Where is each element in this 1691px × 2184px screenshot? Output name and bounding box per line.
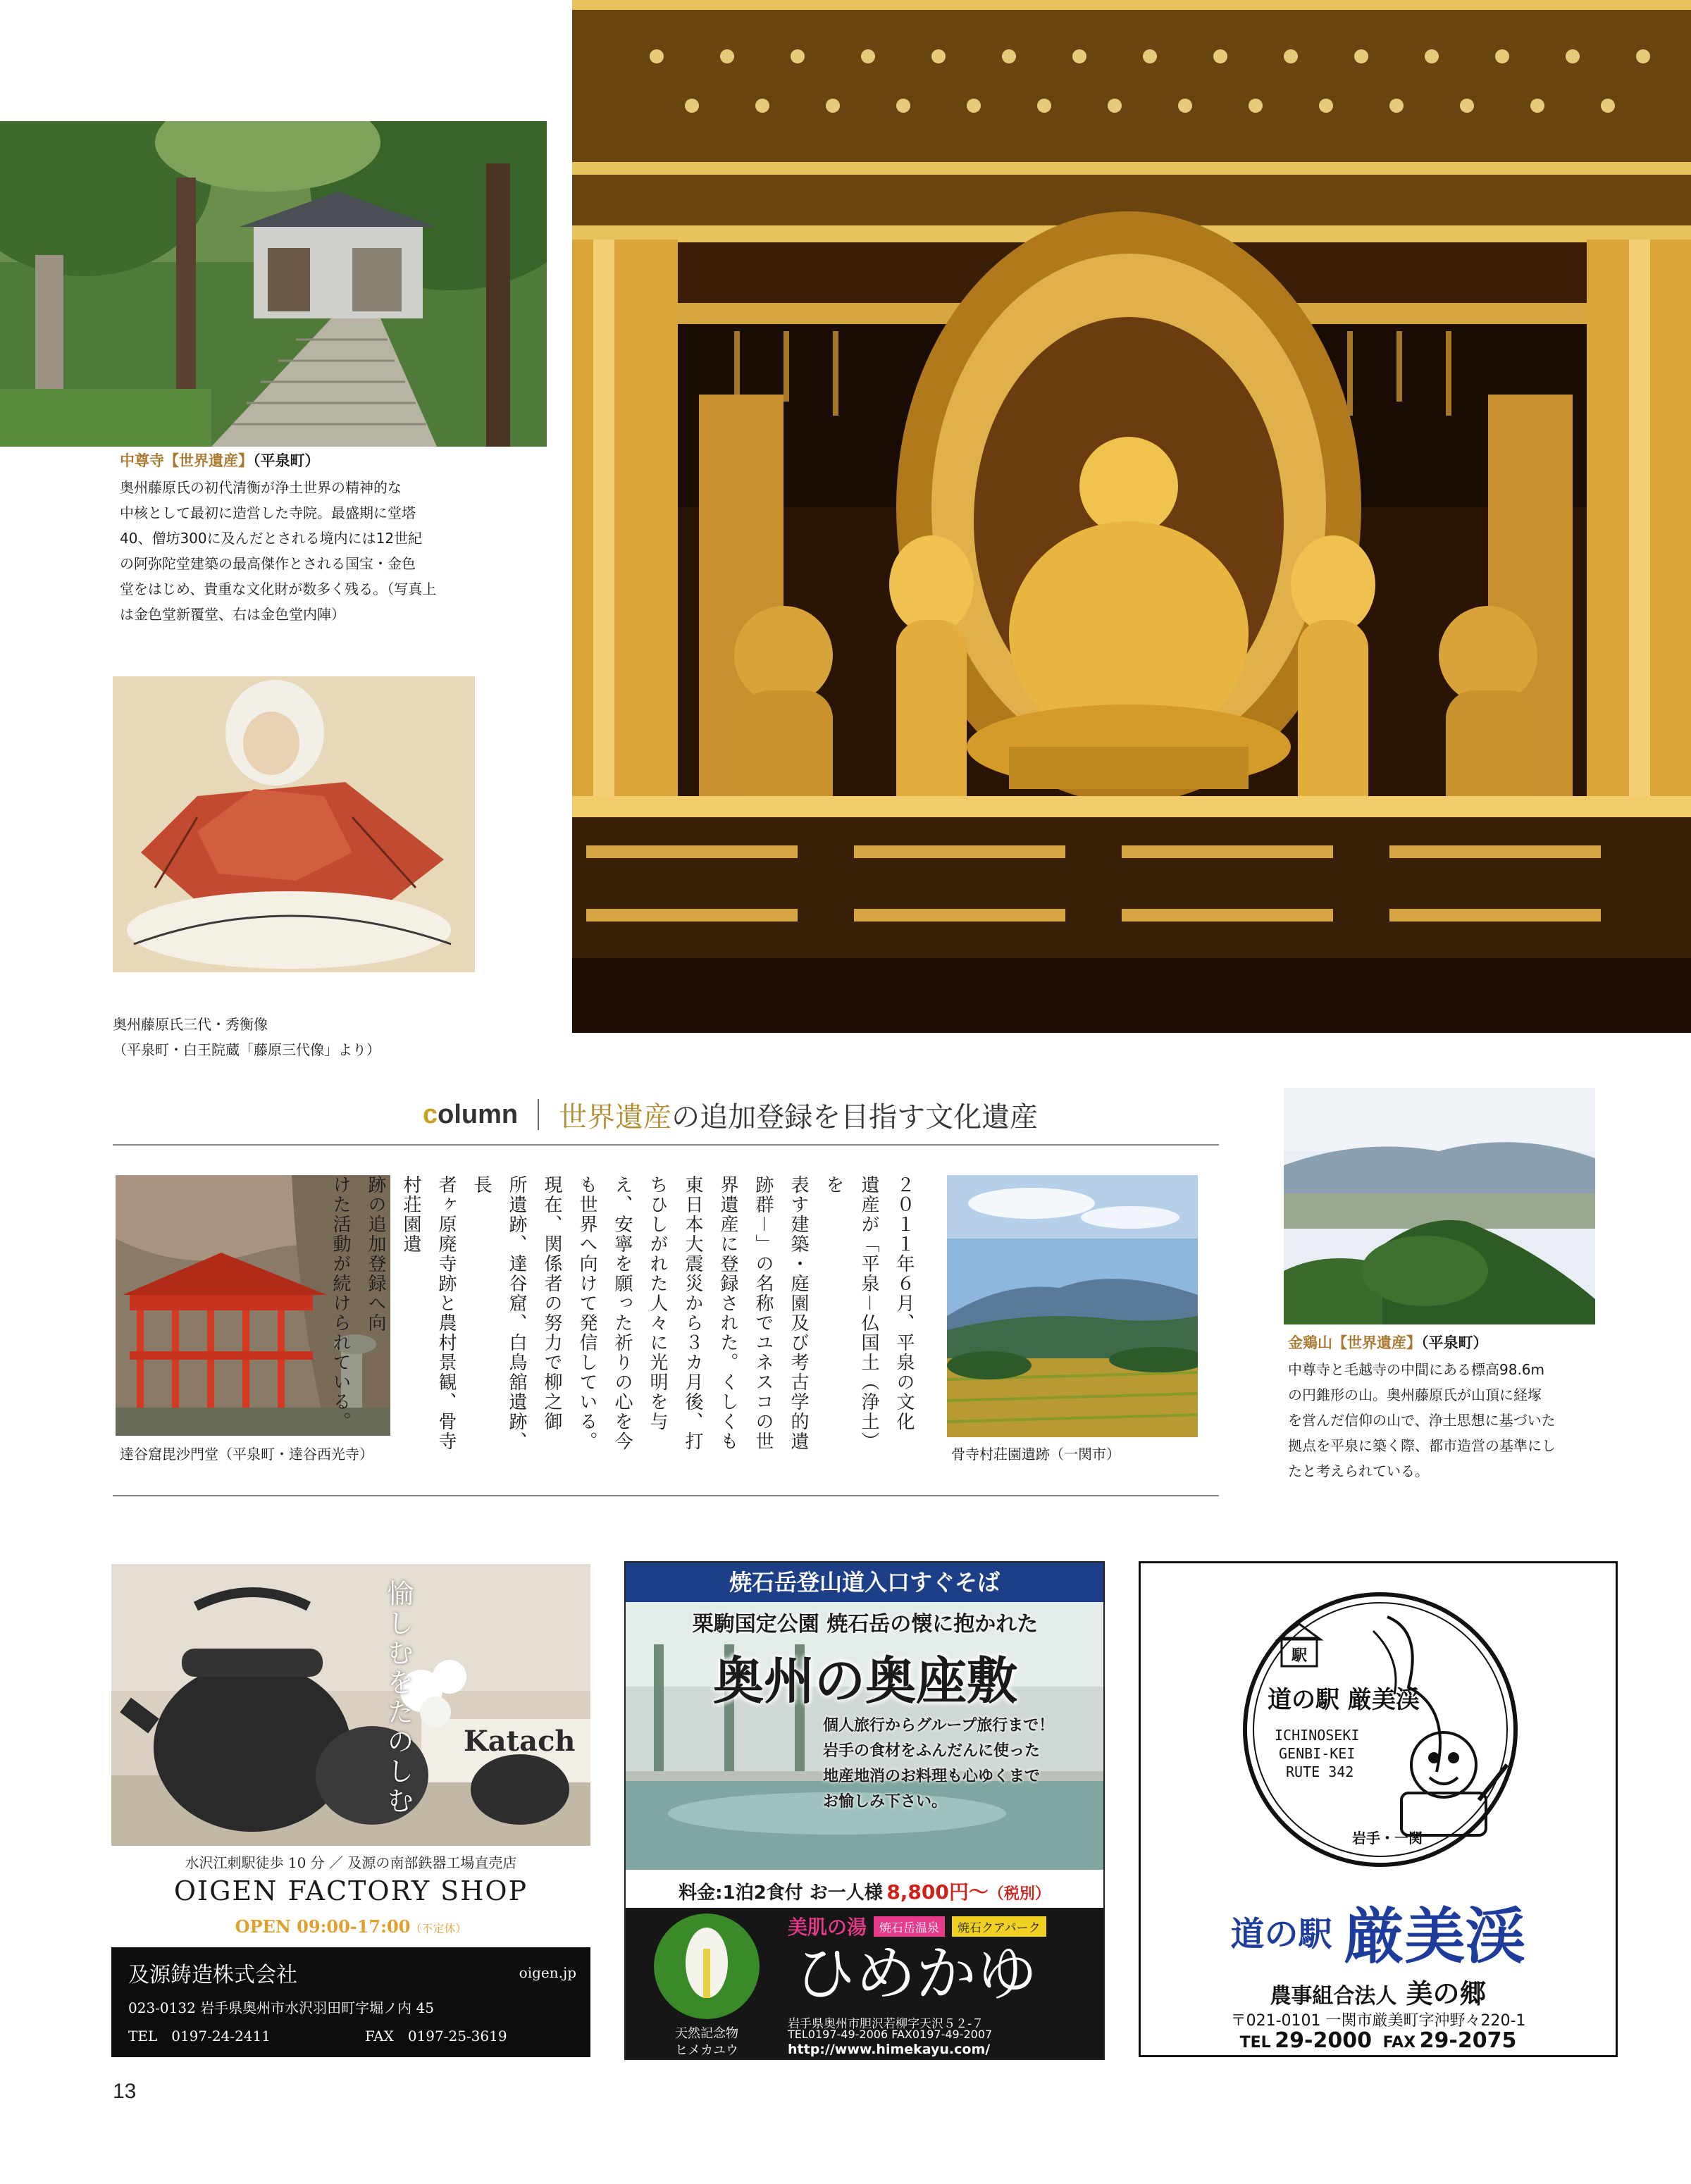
oigen-web[interactable]: oigen.jp — [519, 1964, 576, 1981]
genbikei-fax: 29-2075 — [1419, 2028, 1517, 2053]
oigen-hours-note: （不定休） — [410, 1922, 467, 1935]
column-heading-rest: の追加登録を目指す文化遺産 — [671, 1100, 1039, 1134]
genbikei-stamp — [1239, 1589, 1521, 1870]
column-text-line: 界遺産に登録された。くしくも — [717, 1175, 738, 1451]
kinkeisan-title-name: 金鶏山 — [1288, 1334, 1332, 1351]
kinkeisan-title-place: （平泉町） — [1421, 1334, 1488, 1351]
column-label-rest: olumn — [438, 1099, 519, 1129]
kinkeisan-body-line: たと考えられている。 — [1288, 1463, 1429, 1479]
kinkeisan-body-line: の円錐形の山。奥州藤原氏が山頂に経塚 — [1288, 1386, 1542, 1403]
column-text-line: も世界へ向けて発信している。 — [576, 1175, 597, 1451]
genbikei-stamp-roman-3: RUTE 342 — [1286, 1763, 1354, 1780]
honedera-photo — [947, 1175, 1198, 1437]
genbikei-stamp-top: 道の駅 厳美渓 — [1268, 1686, 1420, 1714]
hidehira-caption-line: 奥州藤原氏三代・秀衡像 — [113, 1016, 268, 1033]
oigen-info-bar — [111, 1947, 590, 2057]
oigen-hours: OPEN 09:00-17:00 — [235, 1916, 411, 1937]
genbikei-stamp-sign: 駅 — [1292, 1647, 1308, 1665]
kinkeisan-caption — [1288, 1332, 1626, 1484]
column-divider — [538, 1099, 539, 1130]
himekayu-desc-line: 地産地消のお料理も心ゆくまで — [823, 1768, 1041, 1785]
himekayu-top-banner: 焼石岳登山道入口すぐそば — [626, 1563, 1103, 1602]
column-text-line: 東日本大震災から３カ月後、打 — [682, 1175, 703, 1451]
page-number: 13 — [113, 2080, 137, 2103]
column-text-line: 表す建築・庭園及び考古学的遺 — [788, 1175, 809, 1451]
column-text-line: 現在、関係者の努力で柳之御 — [541, 1175, 562, 1432]
himekayu-price-row — [626, 1877, 1103, 1905]
himekayu-desc-line: 岩手の食材をふんだんに使った — [823, 1742, 1041, 1760]
himekayu-tel-fax: TEL0197-49-2006 FAX0197-49-2007 — [788, 2028, 993, 2041]
column-text-line: 所遺跡、達谷窟、白鳥舘遺跡、長 — [471, 1175, 527, 1451]
column-text-line: 跡の追加登録へ向 — [365, 1175, 386, 1333]
kinkeisan-body-line: 拠点を平泉に築く際、都市造営の基準にし — [1288, 1437, 1556, 1454]
column-text-line: 跡群－」の名称でユネスコの世 — [752, 1175, 774, 1452]
ad-himekayu[interactable] — [624, 1561, 1105, 2060]
chusonji-body-line: 奥州藤原氏の初代清衡が浄土世界の精神的な — [120, 479, 402, 496]
oigen-fax: FAX 0197-25-3619 — [365, 2028, 507, 2045]
column-top-rule — [113, 1144, 1219, 1146]
column-text-line: ２０１１年６月、平泉の文化 — [893, 1175, 915, 1432]
himekayu-bottom-panel — [626, 1908, 1103, 2060]
chusonji-title-badge: 【世界遺産】 — [164, 452, 253, 469]
himekayu-flower-photo — [654, 1913, 760, 2019]
genbikei-tel-label: TEL — [1239, 2034, 1271, 2052]
himekayu-desc-line: 個人旅行からグループ旅行まで！ — [823, 1717, 1055, 1735]
genbikei-org-prefix: 農事組合法人 — [1270, 1984, 1397, 2009]
oigen-shop-name: OIGEN FACTORY SHOP — [173, 1875, 528, 1906]
himekayu-price-value: 8,800円〜 — [886, 1880, 989, 1904]
oigen-book-text: Katach — [464, 1725, 576, 1758]
column-text-line: え、安寧を願った祈りの心を今 — [612, 1175, 633, 1451]
kinkeisan-title-badge: 【世界遺産】 — [1332, 1334, 1421, 1351]
chusonji-body-line: は金色堂新覆堂、右は金色堂内陣） — [120, 606, 345, 623]
genbikei-org-name: 美の郷 — [1406, 1978, 1487, 2009]
kinkeisan-body-line: を営んだ信仰の山で、浄土思想に基づいた — [1288, 1412, 1556, 1429]
column-label — [423, 1100, 518, 1130]
genbikei-org-row — [1141, 1972, 1616, 2011]
column-heading-accent: 世界遺産 — [559, 1100, 672, 1134]
hidehira-caption-line: （平泉町・白王院蔵「藤原三代像」より） — [113, 1041, 380, 1058]
hidehira-portrait — [113, 676, 475, 972]
himekayu-desc-line: お愉しみ下さい。 — [823, 1793, 948, 1811]
genbikei-stamp-roman-2: GENBI-KEI — [1279, 1745, 1356, 1762]
ad-oigen[interactable] — [111, 1564, 590, 2057]
himekayu-price-note: （税別） — [988, 1885, 1051, 1903]
chusonji-title-place: （平泉町） — [253, 452, 320, 469]
oigen-kettle-photo — [111, 1564, 590, 1846]
chusonji-caption — [120, 449, 543, 627]
genbikei-fax-label: FAX — [1382, 2034, 1416, 2052]
hidehira-caption — [113, 1012, 550, 1062]
honedera-caption: 骨寺村荘園遺跡（一関市） — [951, 1446, 1120, 1463]
column-label-c: c — [423, 1099, 438, 1129]
ad-genbikei[interactable] — [1139, 1561, 1618, 2057]
konjikido-photo — [572, 0, 1691, 1033]
himekayu-price-label: 料金:1泊2食付 お一人様 — [679, 1882, 883, 1904]
himekayu-sub-banner: 栗駒国定公園 焼石岳の懐に抱かれた — [692, 1612, 1039, 1637]
himekayu-logo: ひめかゆ — [795, 1939, 1037, 2009]
genbikei-address: 〒021-0101 一関市厳美町字沖野々220-1 — [1230, 2012, 1526, 2030]
column-text-line: 者ヶ原廃寺跡と農村景観、骨寺村荘園遺 — [400, 1175, 457, 1451]
takkoku-caption: 達谷窟毘沙門堂（平泉町・達谷西光寺） — [120, 1446, 373, 1463]
genbikei-tel: 29-2000 — [1275, 2028, 1372, 2053]
himekayu-flower-caption-1: 天然記念物 — [675, 2026, 738, 2041]
himekayu-url[interactable]: http://www.himekayu.com/ — [788, 2042, 991, 2057]
chusonji-body-line: 40、僧坊300に及んだとされる境内には12世紀 — [120, 530, 423, 547]
himekayu-desc — [823, 1713, 1091, 1815]
genbikei-name-small: 道の駅 — [1230, 1914, 1332, 1954]
column-text-line: 遺産が「平泉－仏国土（浄土）を — [823, 1175, 879, 1452]
chusonji-title-name: 中尊寺 — [120, 452, 164, 469]
oigen-company: 及源鋳造株式会社 — [128, 1963, 297, 1987]
himekayu-tag-bihada: 美肌の湯 — [788, 1916, 867, 1939]
column-bottom-rule — [113, 1495, 1219, 1496]
himekayu-tag-onsen: 焼石岳温泉 — [874, 1916, 945, 1937]
genbikei-name-big: 厳美渓 — [1344, 1901, 1526, 1972]
oigen-access: 水沢江刺駅徒歩 10 分 ／ 及源の南部鉄器工場直売店 — [185, 1854, 517, 1871]
oigen-hours-row — [111, 1916, 590, 1937]
genbikei-name-row — [1141, 1887, 1616, 1975]
chusonji-body-line: 堂をはじめ、貴重な文化財が数多く残る。（写真上 — [120, 581, 437, 597]
kinkeisan-photo — [1284, 1088, 1595, 1324]
column-text-line: けた活動が続けられている。 — [330, 1175, 351, 1432]
himekayu-main-title: 奥州の奥座敷 — [712, 1651, 1017, 1711]
oigen-vertical-copy: 愉しむをたのしむ — [383, 1580, 414, 1816]
himekayu-flower-caption-2: ヒメカユウ — [675, 2043, 738, 2058]
oigen-address: 023-0132 岩手県奥州市水沢羽田町字堀ノ内 45 — [128, 1999, 434, 2016]
genbikei-contact-row — [1141, 2028, 1616, 2053]
column-heading — [559, 1095, 1038, 1135]
column-header — [423, 1093, 1226, 1136]
chusonji-body-line: 中核として最初に造営した寺院。最盛期に堂塔 — [120, 504, 416, 521]
himekayu-tag-park: 焼石クアパーク — [952, 1916, 1046, 1937]
kinkeisan-body-line: 中尊寺と毛越寺の中間にある標高98.6m — [1288, 1361, 1545, 1378]
column-text-line: ちひしがれた人々に光明を与 — [647, 1175, 668, 1432]
chusonji-photo — [0, 121, 547, 447]
column-body-text — [330, 1175, 922, 1457]
genbikei-stamp-bottom: 岩手・一関 — [1352, 1830, 1423, 1847]
genbikei-stamp-roman-1: ICHINOSEKI — [1275, 1727, 1360, 1744]
himekayu-address: 岩手県奥州市胆沢若柳字天沢５２-７ — [788, 2017, 984, 2031]
oigen-tel: TEL 0197-24-2411 — [128, 2028, 271, 2045]
himekayu-tag-row — [788, 1912, 1046, 1940]
chusonji-body-line: の阿弥陀堂建築の最高傑作とされる国宝・金色 — [120, 555, 416, 572]
